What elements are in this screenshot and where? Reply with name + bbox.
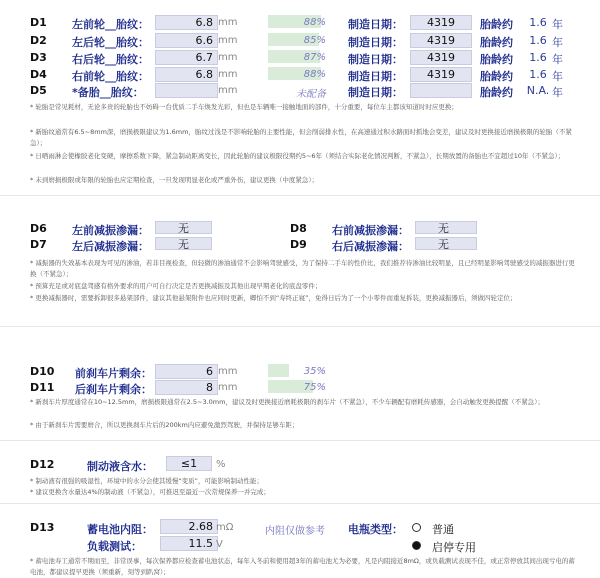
tire-tread-percent: 87% (303, 52, 326, 63)
brake-remaining-percent: 75% (303, 382, 326, 393)
tire-tread-percent: 88% (303, 69, 326, 80)
tire-tread-percent: 88% (303, 17, 326, 28)
shock-label: 左前减振渗漏： (72, 224, 149, 237)
battery-reference-note: 内阻仅做参考 (265, 526, 325, 537)
shock-code: D7 (30, 238, 47, 251)
shock-note: * 预算充足或对底盘驾感有格外要求的用户可自行决定是否更换减振及其他出现早期老化的底盘零件； (30, 282, 322, 290)
shock-label: 右前减振渗漏： (332, 224, 409, 237)
battery-load-field[interactable]: 11.5 (160, 536, 218, 551)
shock-code: D6 (30, 222, 47, 235)
fluid-note-2: * 建议更换含水量达4%的制动液（不紧急），可推迟至最近一次常规保养一并完成； (30, 488, 270, 496)
shock-note: * 更换减振器时，需要拆卸很多悬架部件，建议其他悬架附件也应同时更新，卿怕不到“寿终正寝”，免得日后为了一个小零件而重复拆装，更换减振器后，须做四轮定位； (30, 294, 517, 302)
tire-date-label: 制造日期： (348, 86, 403, 99)
shock-note: * 减振器的失效基本表现为可见的渗油，若非目视检查，但轻微的渗油通常不会影响驾驶感受，为了保持二手车的性价比，我们推荐待渗油比较明显，且已经明显影响驾驶感受的减振器进行更换（不紧急）； (30, 259, 575, 278)
tire-tread-field[interactable]: 6.8 (155, 15, 218, 30)
tire-age-value: 1.6 (529, 34, 547, 47)
tire-age-unit: 年 (552, 70, 563, 83)
tire-tread-unit: mm (218, 17, 238, 28)
tire-tread-unit: mm (218, 85, 238, 96)
brake-thickness-unit: mm (218, 366, 238, 377)
tire-tread-percent: 未配备 (296, 89, 326, 100)
battery-type-option-startstop[interactable]: 启停专用 (432, 541, 476, 554)
brake-note: * 由于新刹车片需要磨合，所以更换刹车片后的200km内应避免激烈驾驶，并保持足够车距； (30, 421, 299, 429)
tire-code: D5 (30, 84, 47, 97)
tire-date-label: 制造日期： (348, 53, 403, 66)
tire-age-label: 胎龄约 (480, 70, 513, 83)
tire-tread-percent: 85% (303, 35, 326, 46)
tire-date-field[interactable]: 4319 (410, 67, 472, 82)
brake-thickness-field[interactable]: 6 (155, 364, 218, 379)
tire-tread-unit: mm (218, 35, 238, 46)
tire-note: * 轮胎是常见耗材，无论多贵的轮胎也不妨碍一台优质二手车焕发光彩，但也是车辆唯一接触地面的部件，十分重要，每位车主都该知道时时应更换； (30, 103, 458, 111)
tire-note: * 日晒雨淋会使橡胶老化变硬，摩擦系数下降，紧急制动距离变长，因此轮胎的建议极限役期约5~6年（须结合实际老化情况判断，不紧急），长期放置的备胎也不宜超过10年（不紧急）； (30, 152, 565, 160)
tire-tread-field[interactable]: 6.7 (155, 50, 218, 65)
brake-code: D11 (30, 381, 55, 394)
battery-type-radio-startstop[interactable] (412, 541, 421, 550)
brake-remaining-percent: 35% (303, 366, 326, 377)
shock-label: 左后减振渗漏： (72, 240, 149, 253)
tire-tread-field[interactable]: 6.8 (155, 67, 218, 82)
tire-tread-field[interactable] (155, 83, 218, 98)
fluid-note-1: * 制动液有很强的吸湿性，环境中的水分会使其缓慢“变质”，可能影响制动性能； (30, 477, 264, 485)
tire-age-value: 1.6 (529, 68, 547, 81)
tire-label: 右前轮__胎纹： (72, 70, 149, 83)
shock-code: D9 (290, 238, 307, 251)
shock-value-field[interactable]: 无 (155, 221, 212, 234)
fluid-value-field[interactable]: ≤1 (166, 456, 212, 471)
tire-age-value: 1.6 (529, 16, 547, 29)
battery-resistance-label: 蓄电池内阻： (87, 523, 153, 536)
tire-code: D4 (30, 68, 47, 81)
tire-date-field[interactable]: 4319 (410, 50, 472, 65)
brake-thickness-unit: mm (218, 382, 238, 393)
fluid-code: D12 (30, 458, 55, 471)
tire-age-unit: 年 (552, 53, 563, 66)
shock-code: D8 (290, 222, 307, 235)
fluid-label: 制动液含水： (87, 460, 153, 473)
fluid-unit: % (216, 459, 226, 470)
tire-date-label: 制造日期： (348, 36, 403, 49)
tire-note: * 新胎纹通常有6.5~8mm深，磨损极限建议为1.6mm，胎纹过浅是不影响轮胎的主要性能，但会削弱排水性，在高速通过积水路面时抓地会变差，建议及时更换接近磨损极限的轮胎（不紧急）； (30, 128, 572, 147)
tire-age-unit: 年 (552, 86, 563, 99)
brake-thickness-field[interactable]: 8 (155, 380, 218, 395)
brake-label: 前刹车片剩余： (75, 367, 152, 380)
tire-date-label: 制造日期： (348, 70, 403, 83)
battery-type-option-normal[interactable]: 普通 (432, 523, 454, 536)
tire-age-value: 1.6 (529, 51, 547, 64)
battery-resistance-unit: mΩ (216, 522, 234, 533)
battery-type-radio-normal[interactable] (412, 523, 421, 532)
tire-code: D1 (30, 16, 47, 29)
tire-label: 右后轮__胎纹： (72, 53, 149, 66)
battery-note-1: * 蓄电池寿工通常不期而至，非常误事，每次保养都应检查蓄电池状态，每年入冬前和使用超3年的蓄电池尤为必要，凡是内阻接近8mΩ，或负载测试表现不佳，或正常停放其间出现亏电的蓄电池，都建议提早更换（须重新，刻等到趴窝）； (30, 557, 575, 576)
tire-date-label: 制造日期： (348, 18, 403, 31)
tire-code: D2 (30, 34, 47, 47)
shock-value-field[interactable]: 无 (415, 237, 477, 250)
tire-label: *备胎__胎纹： (72, 86, 144, 99)
tire-date-field[interactable]: 4319 (410, 15, 472, 30)
divider (0, 326, 600, 327)
battery-load-label: 负载测试： (87, 540, 142, 553)
divider (0, 195, 600, 196)
shock-label: 右后减振渗漏： (332, 240, 409, 253)
tire-tread-unit: mm (218, 52, 238, 63)
tire-code: D3 (30, 51, 47, 64)
divider (0, 440, 600, 441)
tire-tread-unit: mm (218, 69, 238, 80)
battery-code: D13 (30, 521, 55, 534)
brake-label: 后刹车片剩余： (75, 383, 152, 396)
battery-type-label: 电瓶类型： (348, 523, 403, 536)
tire-age-unit: 年 (552, 18, 563, 31)
battery-resistance-field[interactable]: 2.68 (160, 519, 218, 534)
tire-age-label: 胎龄约 (480, 53, 513, 66)
shock-value-field[interactable]: 无 (415, 221, 477, 234)
battery-load-unit: V (216, 539, 223, 550)
tire-age-label: 胎龄约 (480, 18, 513, 31)
tire-age-value: N.A. (526, 84, 550, 97)
tire-date-field[interactable]: 4319 (410, 33, 472, 48)
tire-age-label: 胎龄约 (480, 86, 513, 99)
brake-note: * 新刹车片厚度通常在10~12.5mm，磨损极限通常在2.5~3.0mm，建议及时更换接近磨耗极限的刹车片（不紧急），不少车辆配有磨耗传感器，会自动触发更换提醒（不紧急）； (30, 398, 544, 406)
tire-tread-field[interactable]: 6.6 (155, 33, 218, 48)
tire-date-field[interactable] (410, 83, 472, 98)
tire-label: 左前轮__胎纹： (72, 18, 149, 31)
tire-note: * 未到磨损极限或年限的轮胎也应定期检查，一旦发现明显老化或严重外伤，建议更换（中度紧急）； (30, 176, 319, 184)
shock-value-field[interactable]: 无 (155, 237, 212, 250)
tire-age-label: 胎龄约 (480, 36, 513, 49)
tire-age-unit: 年 (552, 36, 563, 49)
tire-label: 左后轮__胎纹： (72, 36, 149, 49)
brake-code: D10 (30, 365, 55, 378)
